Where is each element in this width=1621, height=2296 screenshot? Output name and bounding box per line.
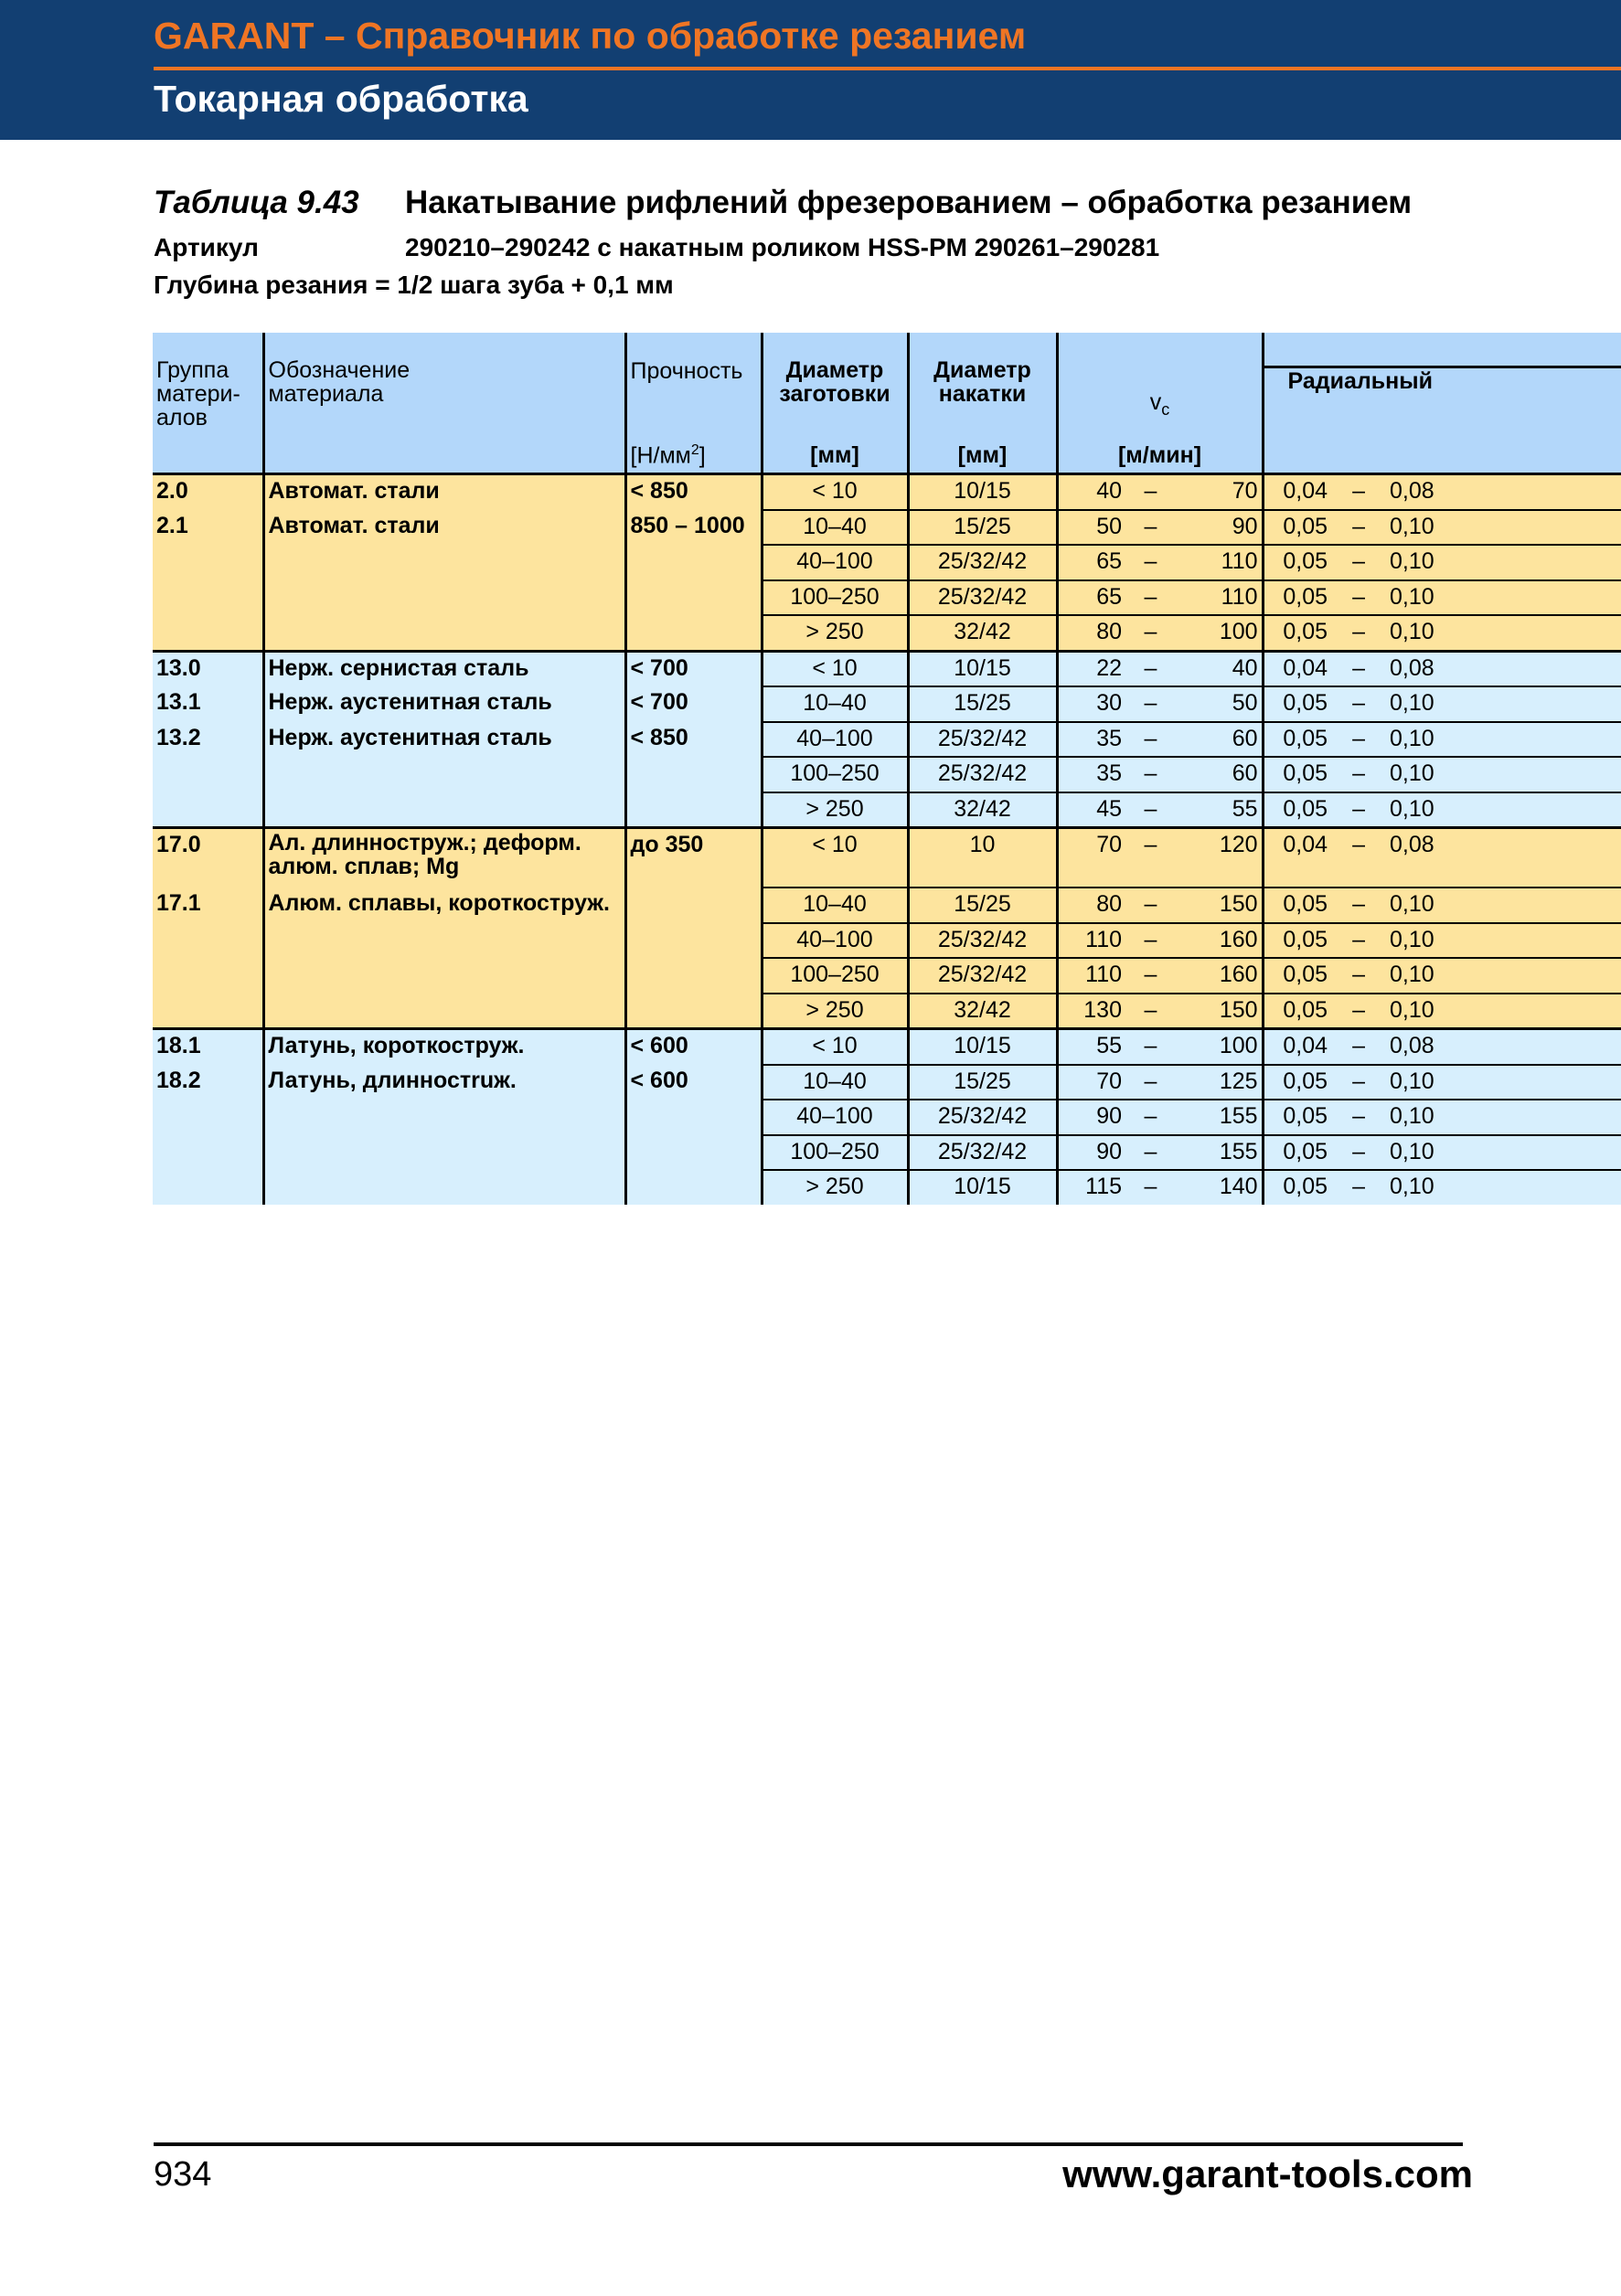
table-row xyxy=(153,1170,1621,1205)
cell-vc-dash: – xyxy=(1125,757,1176,792)
cell-vc-dash: – xyxy=(1125,1135,1176,1171)
cell-vc-min: 115 xyxy=(1057,1170,1125,1205)
cell-group xyxy=(153,1170,263,1205)
col-header-knurl-unit: [мм] xyxy=(957,442,1008,468)
cell-vc-max: 110 xyxy=(1176,580,1263,616)
cell-vc-dash: – xyxy=(1125,1170,1176,1205)
table-body xyxy=(153,474,1621,1205)
cell-vc-min: 90 xyxy=(1057,1100,1125,1135)
cell-strength xyxy=(625,888,762,923)
table-row xyxy=(153,510,1621,546)
cell-strength xyxy=(625,958,762,994)
table-row xyxy=(153,1135,1621,1171)
article-value: 290210–290242 с накатным роликом HSS-PM 290261–290281 xyxy=(405,233,1160,261)
cell-blank-diameter: > 250 xyxy=(762,994,908,1029)
cell-radial-max: 0,08 xyxy=(1386,1029,1621,1065)
cell-vc-min: 40 xyxy=(1057,474,1125,510)
cell-material: Автомат. стали xyxy=(263,474,625,510)
cell-blank-diameter: > 250 xyxy=(762,1170,908,1205)
cutting-data-table xyxy=(153,333,1621,1205)
cell-vc-dash: – xyxy=(1125,958,1176,994)
cell-vc-max: 60 xyxy=(1176,757,1263,792)
cell-group: 17.0 xyxy=(153,828,263,888)
cell-vc-max: 70 xyxy=(1176,474,1263,510)
cell-strength xyxy=(625,1100,762,1135)
cell-vc-min: 80 xyxy=(1057,615,1125,651)
cell-group xyxy=(153,1100,263,1135)
cell-radial-max: 0,10 xyxy=(1386,1170,1621,1205)
col-header-designation xyxy=(263,333,625,474)
cell-knurl-diameter: 10/15 xyxy=(908,1029,1057,1065)
cell-vc-max: 155 xyxy=(1176,1135,1263,1171)
cell-vc-dash: – xyxy=(1125,1100,1176,1135)
cell-radial-min: 0,04 xyxy=(1263,474,1331,510)
cell-radial-min: 0,05 xyxy=(1263,1135,1331,1171)
cell-vc-dash: – xyxy=(1125,994,1176,1029)
cell-strength: < 600 xyxy=(625,1029,762,1065)
col-header-strength xyxy=(625,333,762,474)
cell-blank-diameter: 10–40 xyxy=(762,1065,908,1100)
cell-radial-max: 0,10 xyxy=(1386,545,1621,580)
col-header-strength-text: Прочность xyxy=(630,358,743,384)
cell-radial-max: 0,10 xyxy=(1386,722,1621,758)
cell-vc-max: 125 xyxy=(1176,1065,1263,1100)
cell-strength: < 600 xyxy=(625,1065,762,1100)
cell-material: Латунь, длинностruж. xyxy=(263,1065,625,1100)
cell-group: 2.1 xyxy=(153,510,263,546)
chapter-title: Токарная обработка xyxy=(154,78,528,120)
cell-material: Нерж. аустенитная сталь xyxy=(263,686,625,722)
col-header-radial-text: Радиальный xyxy=(1287,368,1433,394)
cell-radial-min: 0,05 xyxy=(1263,580,1331,616)
cell-radial-min: 0,04 xyxy=(1263,828,1331,888)
cell-strength xyxy=(625,994,762,1029)
table-row xyxy=(153,757,1621,792)
col-header-group xyxy=(153,333,263,474)
cell-vc-min: 70 xyxy=(1057,828,1125,888)
cell-vc-min: 80 xyxy=(1057,888,1125,923)
cell-material xyxy=(263,1100,625,1135)
cell-vc-min: 35 xyxy=(1057,757,1125,792)
cell-material: Нерж. аустенитная сталь xyxy=(263,722,625,758)
cell-radial-max: 0,10 xyxy=(1386,958,1621,994)
cell-knurl-diameter: 25/32/42 xyxy=(908,580,1057,616)
cell-radial-dash: – xyxy=(1331,580,1386,616)
cell-radial-min: 0,05 xyxy=(1263,722,1331,758)
cell-radial-max: 0,10 xyxy=(1386,1065,1621,1100)
cell-material: Нерж. сернистая сталь xyxy=(263,651,625,686)
material-line-1: Ал. длинноструж.; деформ. xyxy=(268,830,581,856)
cell-material xyxy=(263,757,625,792)
cell-knurl-diameter: 25/32/42 xyxy=(908,1100,1057,1135)
cell-radial-dash: – xyxy=(1331,1135,1386,1171)
cell-vc-dash: – xyxy=(1125,923,1176,959)
table-row xyxy=(153,1100,1621,1135)
cell-radial-min: 0,05 xyxy=(1263,1170,1331,1205)
cell-material xyxy=(263,828,625,888)
vc-letter: v xyxy=(1149,389,1162,415)
cell-strength xyxy=(625,545,762,580)
table-row xyxy=(153,828,1621,888)
cell-blank-diameter: 10–40 xyxy=(762,510,908,546)
col-header-group-text: Группа матери- алов xyxy=(156,357,240,430)
cell-vc-max: 150 xyxy=(1176,888,1263,923)
cell-vc-dash: – xyxy=(1125,888,1176,923)
cell-radial-dash: – xyxy=(1331,1029,1386,1065)
cell-vc-max: 40 xyxy=(1176,651,1263,686)
cell-strength xyxy=(625,923,762,959)
cell-radial-dash: – xyxy=(1331,510,1386,546)
cell-material xyxy=(263,923,625,959)
cell-radial-min: 0,05 xyxy=(1263,545,1331,580)
cell-material xyxy=(263,580,625,616)
cell-vc-max: 160 xyxy=(1176,923,1263,959)
cell-radial-max: 0,08 xyxy=(1386,828,1621,888)
cell-radial-dash: – xyxy=(1331,923,1386,959)
table-row xyxy=(153,1029,1621,1065)
cell-strength xyxy=(625,1170,762,1205)
book-title: GARANT – Справочник по обработке резанием xyxy=(154,15,1027,57)
cell-knurl-diameter: 10/15 xyxy=(908,474,1057,510)
cell-blank-diameter: 40–100 xyxy=(762,722,908,758)
col-header-strength-unit xyxy=(631,442,706,469)
cell-material: Автомат. стали xyxy=(263,510,625,546)
cell-strength xyxy=(625,1135,762,1171)
col-header-vc-symbol xyxy=(1059,389,1262,420)
cell-radial-min: 0,05 xyxy=(1263,1100,1331,1135)
cell-knurl-diameter: 15/25 xyxy=(908,888,1057,923)
cell-group: 13.0 xyxy=(153,651,263,686)
cell-knurl-diameter: 10/15 xyxy=(908,1170,1057,1205)
cell-strength: < 850 xyxy=(625,722,762,758)
cell-vc-max: 90 xyxy=(1176,510,1263,546)
cell-knurl-diameter: 10/15 xyxy=(908,651,1057,686)
cell-radial-min: 0,05 xyxy=(1263,958,1331,994)
cell-material: Латунь, короткоструж. xyxy=(263,1029,625,1065)
cell-knurl-diameter: 25/32/42 xyxy=(908,1135,1057,1171)
cell-radial-max: 0,10 xyxy=(1386,888,1621,923)
cell-strength: < 700 xyxy=(625,686,762,722)
cell-blank-diameter: 100–250 xyxy=(762,958,908,994)
cell-strength: 850 – 1000 xyxy=(625,510,762,546)
cell-vc-max: 140 xyxy=(1176,1170,1263,1205)
cell-knurl-diameter: 25/32/42 xyxy=(908,545,1057,580)
website-link[interactable]: www.garant-tools.com xyxy=(1062,2152,1473,2195)
col-header-radial-top xyxy=(1263,333,1621,367)
cell-blank-diameter: < 10 xyxy=(762,828,908,888)
cell-radial-dash: – xyxy=(1331,828,1386,888)
cell-blank-diameter: > 250 xyxy=(762,615,908,651)
cell-knurl-diameter: 32/42 xyxy=(908,994,1057,1029)
table-row xyxy=(153,888,1621,923)
cell-radial-min: 0,05 xyxy=(1263,923,1331,959)
table-row xyxy=(153,923,1621,959)
cell-group xyxy=(153,923,263,959)
material-line-2: алюм. сплав; Mg xyxy=(268,854,460,879)
cell-group xyxy=(153,1135,263,1171)
cell-vc-min: 45 xyxy=(1057,792,1125,828)
cell-knurl-diameter: 25/32/42 xyxy=(908,958,1057,994)
table-row xyxy=(153,651,1621,686)
cell-vc-min: 70 xyxy=(1057,1065,1125,1100)
cell-group: 18.1 xyxy=(153,1029,263,1065)
cutting-depth-note: Глубина резания = 1/2 шага зуба + 0,1 мм xyxy=(154,271,674,299)
cell-knurl-diameter: 25/32/42 xyxy=(908,757,1057,792)
cell-knurl-diameter: 32/42 xyxy=(908,792,1057,828)
table-row xyxy=(153,545,1621,580)
strength-unit-close: ] xyxy=(699,442,706,468)
cell-vc-dash: – xyxy=(1125,651,1176,686)
cell-vc-max: 50 xyxy=(1176,686,1263,722)
cell-group: 2.0 xyxy=(153,474,263,510)
cell-radial-min: 0,05 xyxy=(1263,510,1331,546)
cell-vc-min: 110 xyxy=(1057,923,1125,959)
cell-strength: < 850 xyxy=(625,474,762,510)
cell-radial-max: 0,10 xyxy=(1386,1100,1621,1135)
cell-vc-dash: – xyxy=(1125,686,1176,722)
page-number: 934 xyxy=(154,2155,212,2194)
cell-radial-dash: – xyxy=(1331,474,1386,510)
cell-vc-min: 22 xyxy=(1057,651,1125,686)
cell-radial-dash: – xyxy=(1331,545,1386,580)
cell-vc-min: 55 xyxy=(1057,1029,1125,1065)
cell-vc-min: 35 xyxy=(1057,722,1125,758)
cell-blank-diameter: 10–40 xyxy=(762,888,908,923)
cell-strength xyxy=(625,792,762,828)
cell-group: 17.1 xyxy=(153,888,263,923)
cell-vc-max: 120 xyxy=(1176,828,1263,888)
col-header-vc-unit: [м/мин] xyxy=(1117,442,1202,468)
cell-blank-diameter: 40–100 xyxy=(762,545,908,580)
cell-vc-max: 60 xyxy=(1176,722,1263,758)
cell-radial-min: 0,05 xyxy=(1263,686,1331,722)
header-divider xyxy=(154,67,1621,70)
cell-radial-min: 0,05 xyxy=(1263,757,1331,792)
cell-radial-dash: – xyxy=(1331,651,1386,686)
cell-vc-dash: – xyxy=(1125,792,1176,828)
cell-radial-max: 0,08 xyxy=(1386,651,1621,686)
cell-radial-min: 0,05 xyxy=(1263,615,1331,651)
cell-radial-dash: – xyxy=(1331,615,1386,651)
cell-vc-min: 130 xyxy=(1057,994,1125,1029)
cell-vc-min: 65 xyxy=(1057,580,1125,616)
cell-blank-diameter: < 10 xyxy=(762,1029,908,1065)
cell-vc-dash: – xyxy=(1125,510,1176,546)
cell-radial-max: 0,10 xyxy=(1386,510,1621,546)
footer-divider xyxy=(154,2142,1463,2146)
table-row xyxy=(153,722,1621,758)
cell-strength xyxy=(625,757,762,792)
cell-group xyxy=(153,580,263,616)
cell-radial-max: 0,10 xyxy=(1386,757,1621,792)
cell-blank-diameter: 40–100 xyxy=(762,923,908,959)
cell-group xyxy=(153,757,263,792)
cell-radial-min: 0,04 xyxy=(1263,651,1331,686)
cell-group xyxy=(153,615,263,651)
cell-blank-diameter: 40–100 xyxy=(762,1100,908,1135)
cell-material xyxy=(263,1135,625,1171)
cell-strength: < 700 xyxy=(625,651,762,686)
col-header-vc xyxy=(1057,333,1263,474)
cell-radial-max: 0,10 xyxy=(1386,792,1621,828)
cell-blank-diameter: 100–250 xyxy=(762,1135,908,1171)
strength-unit-exponent: 2 xyxy=(690,441,699,458)
cell-radial-min: 0,05 xyxy=(1263,1065,1331,1100)
cell-material xyxy=(263,1170,625,1205)
col-header-radial xyxy=(1263,367,1621,474)
table-row xyxy=(153,615,1621,651)
cell-vc-dash: – xyxy=(1125,1029,1176,1065)
cell-radial-min: 0,05 xyxy=(1263,888,1331,923)
cell-radial-max: 0,10 xyxy=(1386,686,1621,722)
cell-vc-dash: – xyxy=(1125,722,1176,758)
article-label: Артикул xyxy=(154,233,259,261)
table-row xyxy=(153,994,1621,1029)
cell-group: 13.2 xyxy=(153,722,263,758)
cell-radial-dash: – xyxy=(1331,1100,1386,1135)
col-header-blank-diameter xyxy=(762,333,908,474)
cell-vc-dash: – xyxy=(1125,545,1176,580)
cell-knurl-diameter: 25/32/42 xyxy=(908,923,1057,959)
cell-group: 18.2 xyxy=(153,1065,263,1100)
table-row xyxy=(153,580,1621,616)
cell-vc-dash: – xyxy=(1125,828,1176,888)
cell-material xyxy=(263,994,625,1029)
cell-knurl-diameter: 10 xyxy=(908,828,1057,888)
cell-vc-max: 100 xyxy=(1176,615,1263,651)
cell-material xyxy=(263,958,625,994)
col-header-knurl-diameter xyxy=(908,333,1057,474)
cell-vc-max: 160 xyxy=(1176,958,1263,994)
vc-subscript: c xyxy=(1161,400,1170,419)
cell-radial-dash: – xyxy=(1331,958,1386,994)
cell-blank-diameter: > 250 xyxy=(762,792,908,828)
cell-material xyxy=(263,545,625,580)
cell-radial-dash: – xyxy=(1331,792,1386,828)
cell-radial-dash: – xyxy=(1331,1170,1386,1205)
table-row xyxy=(153,686,1621,722)
cell-vc-dash: – xyxy=(1125,615,1176,651)
cell-knurl-diameter: 15/25 xyxy=(908,686,1057,722)
cell-radial-max: 0,10 xyxy=(1386,615,1621,651)
table-row xyxy=(153,792,1621,828)
col-header-blank-diameter-text: Диаметр заготовки xyxy=(779,357,890,407)
cell-knurl-diameter: 32/42 xyxy=(908,615,1057,651)
cell-blank-diameter: < 10 xyxy=(762,651,908,686)
col-header-blank-unit: [мм] xyxy=(810,442,859,468)
cell-material xyxy=(263,792,625,828)
cell-vc-max: 155 xyxy=(1176,1100,1263,1135)
table-row xyxy=(153,1065,1621,1100)
cell-vc-dash: – xyxy=(1125,580,1176,616)
cell-strength xyxy=(625,615,762,651)
cell-group: 13.1 xyxy=(153,686,263,722)
cell-radial-min: 0,04 xyxy=(1263,1029,1331,1065)
cell-radial-max: 0,10 xyxy=(1386,923,1621,959)
cell-vc-min: 110 xyxy=(1057,958,1125,994)
cell-radial-dash: – xyxy=(1331,686,1386,722)
cell-radial-dash: – xyxy=(1331,722,1386,758)
cell-group xyxy=(153,994,263,1029)
cell-radial-dash: – xyxy=(1331,994,1386,1029)
cell-vc-min: 50 xyxy=(1057,510,1125,546)
table-title: Накатывание рифлений фрезерованием – обработка резанием xyxy=(405,185,1413,220)
cell-vc-max: 150 xyxy=(1176,994,1263,1029)
cell-group xyxy=(153,545,263,580)
cell-radial-dash: – xyxy=(1331,888,1386,923)
cell-radial-max: 0,10 xyxy=(1386,994,1621,1029)
cell-blank-diameter: 100–250 xyxy=(762,580,908,616)
col-header-designation-text: Обозначение материала xyxy=(268,357,411,407)
cell-radial-max: 0,10 xyxy=(1386,580,1621,616)
cell-vc-max: 100 xyxy=(1176,1029,1263,1065)
cell-radial-min: 0,05 xyxy=(1263,994,1331,1029)
header-banner xyxy=(0,0,1621,140)
col-header-knurl-diameter-text: Диаметр накатки xyxy=(933,357,1031,407)
cell-group xyxy=(153,792,263,828)
cell-group xyxy=(153,958,263,994)
cell-vc-min: 90 xyxy=(1057,1135,1125,1171)
cell-radial-max: 0,10 xyxy=(1386,1135,1621,1171)
cell-vc-min: 65 xyxy=(1057,545,1125,580)
cell-strength: до 350 xyxy=(625,828,762,888)
cell-blank-diameter: 10–40 xyxy=(762,686,908,722)
cell-material: Алюм. сплавы, короткоструж. xyxy=(263,888,625,923)
cell-vc-dash: – xyxy=(1125,474,1176,510)
cell-knurl-diameter: 15/25 xyxy=(908,1065,1057,1100)
cell-material xyxy=(263,615,625,651)
cell-blank-diameter: < 10 xyxy=(762,474,908,510)
cell-radial-dash: – xyxy=(1331,757,1386,792)
cell-vc-min: 30 xyxy=(1057,686,1125,722)
table-row xyxy=(153,474,1621,510)
cell-vc-dash: – xyxy=(1125,1065,1176,1100)
cell-radial-dash: – xyxy=(1331,1065,1386,1100)
cell-radial-max: 0,08 xyxy=(1386,474,1621,510)
strength-unit-base: [Н/мм xyxy=(630,442,691,468)
cell-knurl-diameter: 15/25 xyxy=(908,510,1057,546)
table-number: Таблица 9.43 xyxy=(154,185,359,220)
cell-vc-max: 55 xyxy=(1176,792,1263,828)
cell-vc-max: 110 xyxy=(1176,545,1263,580)
cell-radial-min: 0,05 xyxy=(1263,792,1331,828)
cell-strength xyxy=(625,580,762,616)
cell-knurl-diameter: 25/32/42 xyxy=(908,722,1057,758)
table-row xyxy=(153,958,1621,994)
cell-blank-diameter: 100–250 xyxy=(762,757,908,792)
